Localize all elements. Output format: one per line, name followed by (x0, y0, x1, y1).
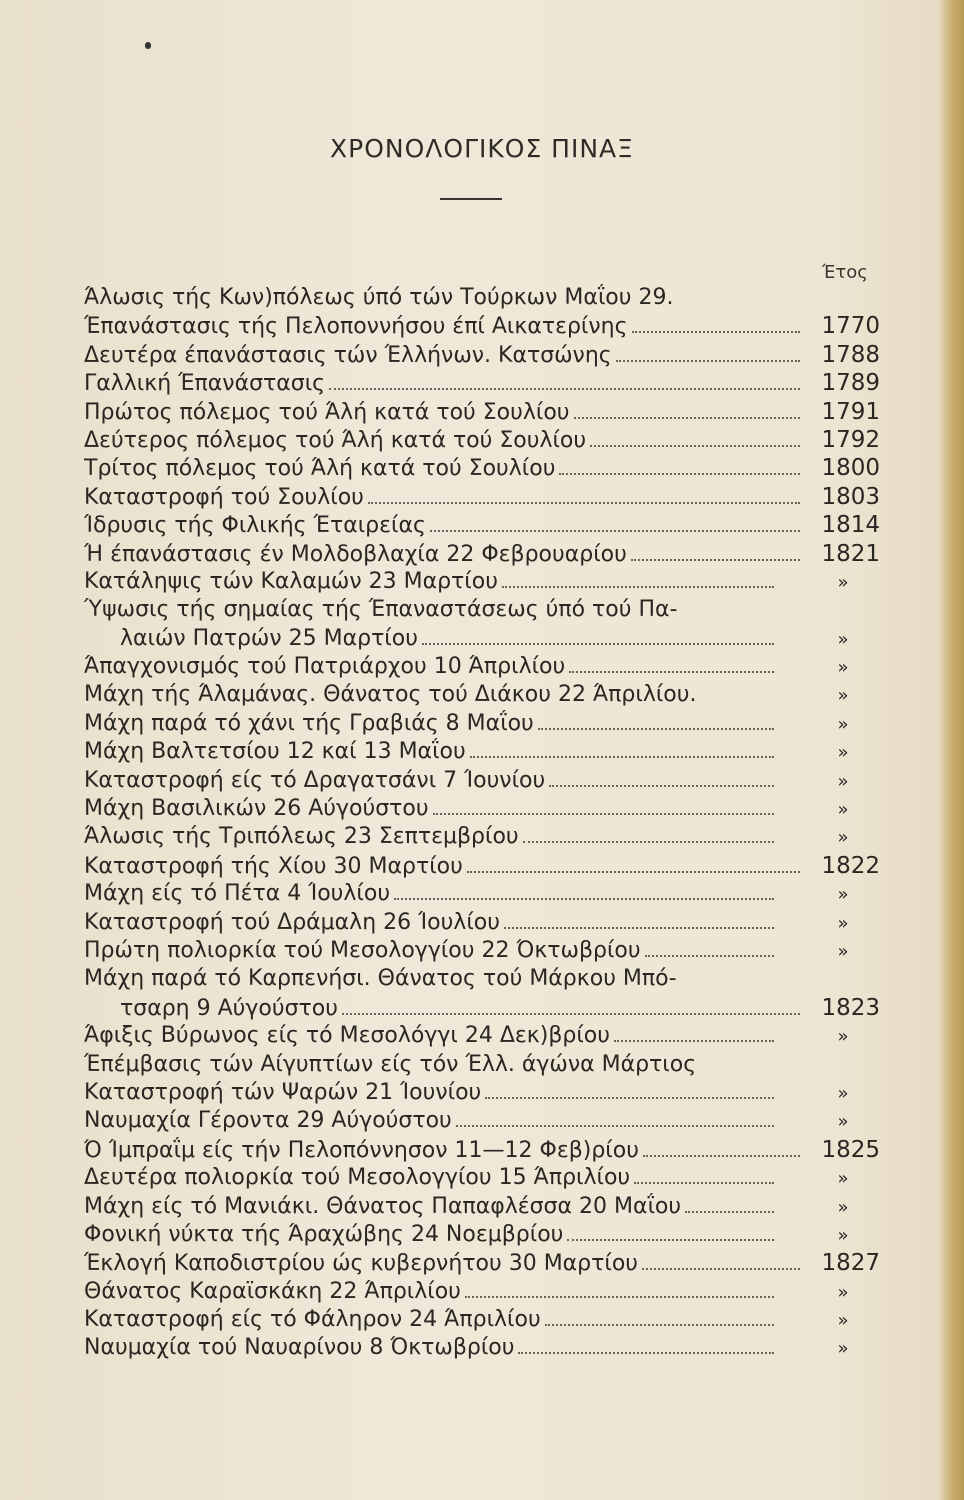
entry-text: Μάχη Βασιλικών 26 Αύγούστου (84, 796, 429, 822)
entry-text: Ναυμαχία Γέροντα 29 Αύγούστου (84, 1108, 452, 1134)
chronology-entry (84, 710, 880, 738)
entry-year: » (837, 628, 849, 650)
entry-text: τσαρη 9 Αύγούστου (120, 995, 338, 1021)
entry-text: Μάχη είς τό Μανιάκι. Θάνατος Παπαφλέσσα 20 Μαΐου (84, 1193, 682, 1219)
entry-text: Άφιξις Βύρωνος είς τό Μεσολόγγι 24 Δεκ)βρίου (84, 1023, 610, 1049)
entry-text: Άπαγχονισμός τού Πατριάρχου 10 Άπριλίου (84, 654, 566, 680)
chronology-entry (84, 1193, 880, 1221)
chronology-entry (84, 653, 880, 681)
chronology-entry (84, 312, 880, 340)
entry-year: » (837, 657, 849, 679)
chronology-entry (84, 483, 880, 511)
leader-dots (634, 1182, 774, 1184)
entry-year: » (837, 571, 849, 593)
chronology-entry (84, 625, 880, 653)
chronology-entry (84, 540, 880, 568)
entry-text: Μάχη παρά τό χάνι τής Γραβιάς 8 Μαΐου (84, 710, 534, 736)
leader-dots (485, 1097, 774, 1099)
leader-dots (504, 927, 774, 929)
entry-year: » (837, 1026, 849, 1048)
entry-text: Καταστροφή τών Ψαρών 21 Ίουνίου (84, 1079, 482, 1105)
chronology-entry (84, 284, 880, 312)
chronology-entry (84, 1221, 880, 1249)
entry-text: Ναυμαχία τού Ναυαρίνου 8 Όκτωβρίου (84, 1335, 515, 1361)
chronology-entry (84, 823, 880, 851)
entry-text: Έπανάστασις τής Πελοποννήσου έπί Αικατερίνης (84, 314, 628, 340)
entry-text: Φονική νύκτα τής Άραχώβης 24 Νοεμβρίου (84, 1221, 564, 1247)
chronology-entry (84, 369, 880, 397)
entry-text: Άλωσις τής Κων)πόλεως ύπό τών Τούρκων Μαΐου 29. (84, 285, 674, 310)
entry-year: 1825 (821, 1136, 880, 1163)
chronology-entry (84, 511, 880, 539)
chronology-entry (84, 568, 880, 596)
leader-dots (643, 1155, 800, 1157)
leader-dots (430, 530, 800, 532)
chronology-entry (84, 1334, 880, 1362)
entry-text: Καταστροφή τού Δράμαλη 26 Ίουλίου (84, 909, 500, 935)
entry-text: Πρώτος πόλεμος τού Άλή κατά τού Σουλίου (84, 399, 570, 425)
entry-year: » (837, 685, 849, 707)
entry-year: » (837, 1082, 849, 1104)
leader-dots (616, 360, 800, 362)
entry-year: 1821 (821, 540, 880, 567)
entry-year: 1770 (821, 313, 880, 340)
chronology-entry (84, 909, 880, 937)
leader-dots (569, 671, 774, 673)
chronology-entry (84, 880, 880, 908)
leader-dots (465, 1296, 774, 1298)
entry-year: » (837, 742, 849, 764)
entry-year: » (837, 770, 849, 792)
entry-year: 1823 (821, 994, 880, 1021)
chronology-list (84, 284, 880, 1363)
leader-dots (502, 586, 774, 588)
entry-text: Καταστροφή είς τό Φάληρον 24 Άπριλίου (84, 1307, 541, 1333)
leader-dots (467, 871, 800, 873)
entry-year: » (837, 912, 849, 934)
entry-text: Καταστροφή τού Σουλίου (84, 484, 364, 510)
entry-text: Δεύτερος πόλεμος τού Άλή κατά τού Σουλίου (84, 427, 587, 453)
entry-year: 1791 (821, 398, 880, 425)
chronology-entry (84, 1278, 880, 1306)
chronology-entry (84, 1136, 880, 1164)
entry-text: Θάνατος Καραϊσκάκη 22 Άπριλίου (84, 1278, 461, 1304)
chronology-entry (84, 795, 880, 823)
entry-year: 1788 (821, 341, 880, 368)
entry-text: Μάχη παρά τό Καρπενήσι. Θάνατος τού Μάρκου Μπό- (84, 966, 677, 992)
page-title: ΧΡΟΝΟΛΟΓΙΚΟΣ ΠΙΝΑΞ (330, 134, 634, 163)
leader-dots (590, 445, 800, 447)
entry-text: Δευτέρα έπανάστασις τών Έλλήνων. Κατσώνης (84, 342, 612, 368)
leader-dots (329, 388, 800, 390)
entry-text: Μάχη τής Άλαμάνας. Θάνατος τού Διάκου 22 Άπριλίου. (84, 682, 697, 708)
chronology-entry (84, 937, 880, 965)
chronology-entry (84, 852, 880, 880)
leader-dots (545, 1324, 774, 1326)
chronology-entry (84, 994, 880, 1022)
entry-year: » (837, 713, 849, 735)
entry-text: Έκλογή Καποδιστρίου ώς κυβερνήτου 30 Μαρτίου (84, 1251, 639, 1277)
entry-text: Καταστροφή τής Χίου 30 Μαρτίου (84, 853, 463, 879)
entry-text: Δευτέρα πολιορκία τού Μεσολογγίου 15 Άπριλίου (84, 1165, 631, 1191)
leader-dots (642, 1268, 800, 1270)
entry-text: Κατάληψις τών Καλαμών 23 Μαρτίου (84, 568, 498, 594)
page-edge (938, 0, 964, 1500)
chronology-entry (84, 965, 880, 993)
chronology-entry (84, 426, 880, 454)
leader-dots (632, 331, 800, 333)
leader-dots (567, 1239, 774, 1241)
entry-year: 1822 (821, 852, 880, 879)
leader-dots (394, 898, 774, 900)
leader-dots (518, 1352, 774, 1354)
leader-dots (470, 756, 774, 758)
entry-text: λαιών Πατρών 25 Μαρτίου (120, 625, 418, 651)
entry-year: 1803 (821, 483, 880, 510)
entry-text: Έπέμβασις τών Αίγυπτίων είς τόν Έλλ. άγώνα Μάρτιος (84, 1051, 697, 1077)
leader-dots (433, 813, 774, 815)
leader-dots (422, 643, 774, 645)
chronology-entry (84, 398, 880, 426)
year-column-header: Έτος (822, 262, 868, 283)
ink-speck (145, 42, 151, 49)
entry-text: Άλωσις τής Τριπόλεως 23 Σεπτεμβρίου (84, 824, 519, 850)
entry-text: Ύψωσις τής σημαίας τής Έπαναστάσεως ύπό τού Πα- (84, 597, 678, 623)
entry-year: 1789 (821, 370, 880, 397)
chronology-entry (84, 596, 880, 624)
chronology-entry (84, 1079, 880, 1107)
chronology-entry (84, 1022, 880, 1050)
entry-year: » (837, 1281, 849, 1303)
entry-text: Πρώτη πολιορκία τού Μεσολογγίου 22 Όκτωβρίου (84, 937, 641, 963)
chronology-entry (84, 681, 880, 709)
entry-text: Μάχη είς τό Πέτα 4 Ίουλίου (84, 881, 391, 907)
leader-dots (523, 841, 774, 843)
entry-year: » (837, 1310, 849, 1332)
chronology-entry (84, 1051, 880, 1079)
leader-dots (559, 473, 800, 475)
chronology-entry (84, 1164, 880, 1192)
leader-dots (368, 502, 800, 504)
chronology-entry (84, 341, 880, 369)
leader-dots (645, 955, 774, 957)
entry-year: » (837, 827, 849, 849)
chronology-entry (84, 454, 880, 482)
entry-year: » (837, 799, 849, 821)
entry-text: Μάχη Βαλτετσίου 12 καί 13 Μαΐου (84, 739, 466, 765)
entry-text: Ό Ίμπραΐμ είς τήν Πελοπόννησον 11—12 Φεβ)ρίου (84, 1137, 639, 1163)
entry-year: » (837, 940, 849, 962)
leader-dots (538, 728, 774, 730)
chronology-entry (84, 738, 880, 766)
entry-year: 1827 (821, 1250, 880, 1277)
leader-dots (549, 785, 774, 787)
title-divider (440, 198, 502, 200)
chronology-entry (84, 1107, 880, 1135)
leader-dots (614, 1040, 774, 1042)
entry-text: Τρίτος πόλεμος τού Άλή κατά τού Σουλίου (84, 456, 556, 482)
entry-year: » (837, 1338, 849, 1360)
leader-dots (342, 1013, 800, 1015)
leader-dots (456, 1125, 774, 1127)
leader-dots (574, 417, 800, 419)
entry-year: 1792 (821, 426, 880, 453)
entry-text: Καταστροφή είς τό Δραγατσάνι 7 Ίουνίου (84, 767, 546, 793)
entry-text: Ή έπανάστασις έν Μολδοβλαχία 22 Φεβρουαρίου (84, 541, 627, 567)
entry-year: » (837, 1196, 849, 1218)
entry-year: » (837, 1168, 849, 1190)
entry-year: » (837, 884, 849, 906)
entry-text: Ίδρυσις τής Φιλικής Έταιρείας (84, 513, 426, 539)
chronology-entry (84, 767, 880, 795)
chronology-entry (84, 1306, 880, 1334)
entry-year: » (837, 1224, 849, 1246)
leader-dots (631, 559, 800, 561)
entry-year: 1814 (821, 512, 880, 539)
leader-dots (685, 1211, 774, 1213)
entry-year: » (837, 1111, 849, 1133)
chronology-entry (84, 1249, 880, 1277)
entry-year: 1800 (821, 455, 880, 482)
entry-text: Γαλλική Έπανάστασις (84, 371, 326, 397)
